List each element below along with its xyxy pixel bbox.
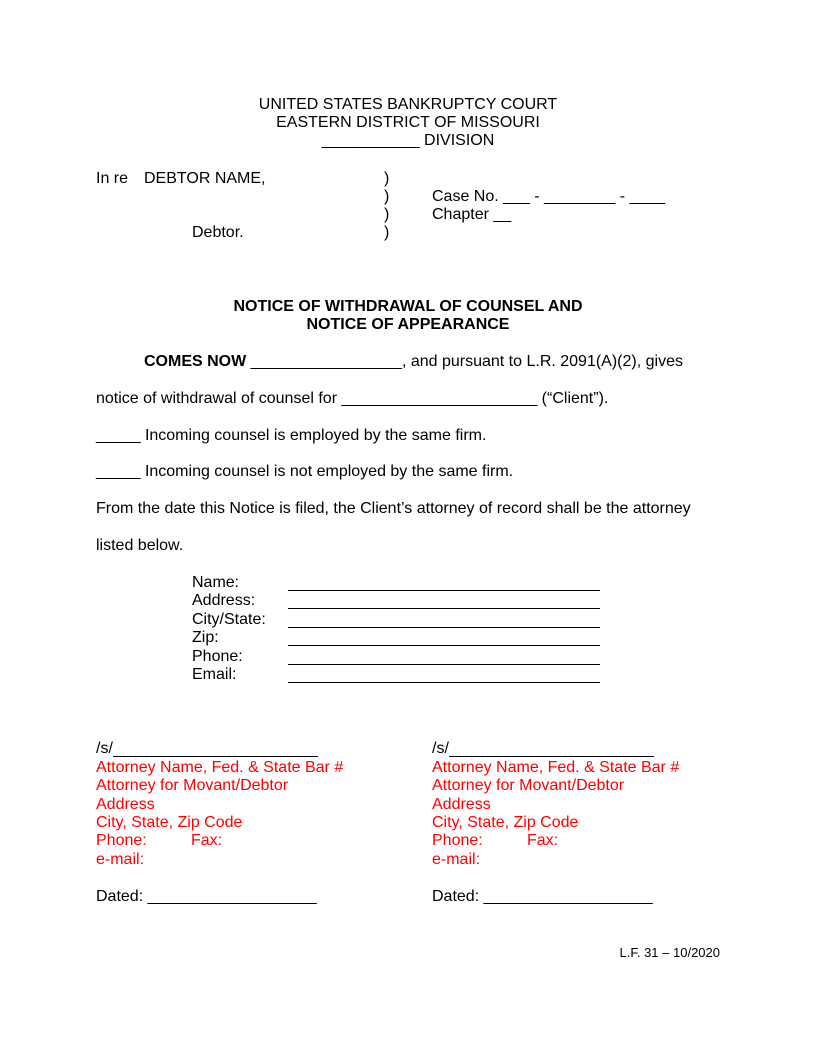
field-label-email: Email:: [192, 666, 237, 683]
debtor-name: DEBTOR NAME,: [144, 170, 266, 187]
attorney-email: e-mail:: [96, 851, 145, 868]
signature-line: [113, 756, 318, 757]
form-identifier: L.F. 31 – 10/2020: [619, 945, 720, 960]
court-division: ___________ DIVISION: [321, 132, 495, 149]
attorney-role: Attorney for Movant/Debtor: [96, 777, 289, 794]
field-label-name: Name:: [192, 574, 240, 591]
address-field-line: [288, 608, 600, 609]
attorney-city-state-zip: City, State, Zip Code: [96, 814, 243, 831]
in-re-label: In re: [96, 170, 129, 187]
attorney-address: Address: [432, 796, 491, 813]
paragraph-attorney-record: From the date this Notice is filed, the Client’s attorney of record shall be the attorney: [96, 500, 691, 517]
attorney-fax: Fax:: [527, 832, 559, 849]
field-label-phone: Phone:: [192, 648, 243, 665]
dated-line: Dated: ___________________: [96, 888, 317, 905]
caption-paren: ): [384, 188, 390, 205]
dated-line: Dated: ___________________: [432, 888, 653, 905]
court-name: UNITED STATES BANKRUPTCY COURT: [258, 96, 558, 113]
signature-line: [449, 756, 654, 757]
comes-now-text: COMES NOW: [144, 353, 247, 370]
document-subtitle: NOTICE OF APPEARANCE: [306, 316, 510, 333]
document-title: NOTICE OF WITHDRAWAL OF COUNSEL AND: [233, 298, 583, 315]
caption-paren: ): [384, 170, 390, 187]
attorney-name-bar: Attorney Name, Fed. & State Bar #: [432, 759, 680, 776]
city-state-field-line: [288, 627, 600, 628]
name-field-line: [288, 590, 600, 591]
chapter: Chapter __: [432, 206, 512, 223]
email-field-line: [288, 682, 600, 683]
caption-paren: ): [384, 224, 390, 241]
signature-mark: /s/: [432, 740, 449, 757]
paragraph-attorney-record-cont: listed below.: [96, 537, 184, 554]
attorney-address: Address: [96, 796, 155, 813]
field-label-zip: Zip:: [192, 629, 219, 646]
attorney-phone: Phone:: [96, 832, 147, 849]
comes-now-rest: _________________, and pursuant to L.R. 2091(A)(2), gives: [246, 353, 683, 370]
zip-field-line: [288, 645, 600, 646]
case-number: Case No. ___ - ________ - ____: [432, 188, 666, 205]
attorney-role: Attorney for Movant/Debtor: [432, 777, 625, 794]
debtor-label: Debtor.: [192, 224, 244, 241]
signature-mark: /s/: [96, 740, 113, 757]
attorney-name-bar: Attorney Name, Fed. & State Bar #: [96, 759, 344, 776]
attorney-email: e-mail:: [432, 851, 481, 868]
paragraph-comes-now: [144, 353, 683, 371]
caption-paren: ): [384, 206, 390, 223]
field-label-address: Address:: [192, 592, 256, 609]
attorney-fax: Fax:: [191, 832, 223, 849]
field-label-city-state: City/State:: [192, 611, 266, 628]
option-different-firm: _____ Incoming counsel is not employed by the same firm.: [96, 463, 514, 480]
phone-field-line: [288, 664, 600, 665]
attorney-city-state-zip: City, State, Zip Code: [432, 814, 579, 831]
paragraph-client: notice of withdrawal of counsel for ______________________ (“Client”).: [96, 390, 609, 407]
attorney-phone: Phone:: [432, 832, 483, 849]
option-same-firm: _____ Incoming counsel is employed by the same firm.: [96, 427, 487, 444]
court-district: EASTERN DISTRICT OF MISSOURI: [276, 114, 540, 131]
